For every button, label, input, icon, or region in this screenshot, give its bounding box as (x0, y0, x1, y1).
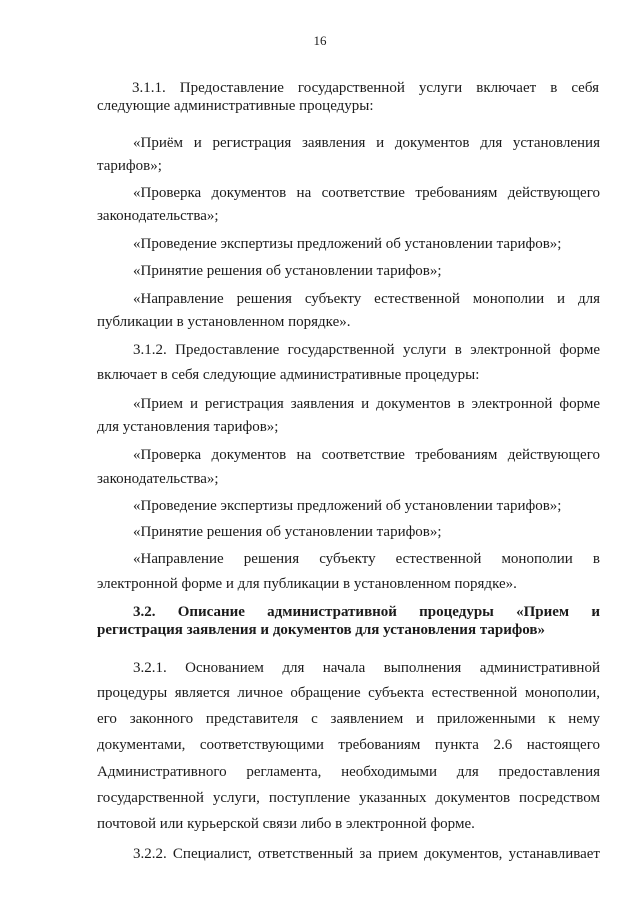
paragraph-3-1-2-line-2: включает в себя следующие административные процедуры: (97, 367, 480, 383)
paragraph-3-2-1-line-7: почтовой или курьерской связи либо в электронной форме. (97, 816, 475, 832)
page-number: 16 (313, 33, 327, 48)
paragraph-3-2-1-line-6: государственной услуги, поступление указанных документов посредством (97, 790, 600, 806)
paragraph-3-2-1-line-3: его законного представителя с заявлением и приложенными к нему (97, 711, 600, 727)
procedure-item-3: «Проведение экспертизы предложений об установлении тарифов»; (133, 236, 562, 252)
paragraph-3-1-1-line-1: 3.1.1. Предоставление государственной услуги включает в себя (132, 80, 599, 96)
section-3-2-heading-line-2: регистрация заявления и документов для установления тарифов» (97, 622, 545, 638)
paragraph-3-2-1-line-1: 3.2.1. Основанием для начала выполнения административной (133, 660, 600, 676)
e-procedure-item-5-line-1: «Направление решения субъекту естественной монополии в (133, 551, 600, 567)
procedure-item-2-line-1: «Проверка документов на соответствие требованиям действующего (133, 185, 600, 201)
paragraph-3-2-1-line-2: процедуры является личное обращение субъекта естественной монополии, (97, 685, 600, 701)
e-procedure-item-5-line-2: электронной форме и для публикации в установленном порядке». (97, 576, 517, 592)
procedure-item-1-line-1: «Приём и регистрация заявления и документов для установления (133, 135, 600, 151)
paragraph-3-2-1-line-5: Административного регламента, необходимыми для предоставления (97, 764, 600, 780)
paragraph-3-1-1-line-2: следующие административные процедуры: (97, 98, 374, 114)
e-procedure-item-2-line-2: законодательства»; (97, 471, 219, 487)
procedure-item-4: «Принятие решения об установлении тарифов»; (133, 263, 442, 279)
e-procedure-item-1-line-2: для установления тарифов»; (97, 419, 279, 435)
section-3-2-heading-line-1: 3.2. Описание административной процедуры «Прием и (133, 604, 600, 620)
e-procedure-item-1-line-1: «Прием и регистрация заявления и документов в электронной форме (133, 396, 600, 412)
procedure-item-1-line-2: тарифов»; (97, 158, 162, 174)
paragraph-3-1-2-line-1: 3.1.2. Предоставление государственной услуги в электронной форме (133, 342, 600, 358)
paragraph-3-2-2-line-1: 3.2.2. Специалист, ответственный за прием документов, устанавливает (133, 846, 600, 862)
procedure-item-2-line-2: законодательства»; (97, 208, 219, 224)
procedure-item-5-line-1: «Направление решения субъекту естественной монополии и для (133, 291, 600, 307)
paragraph-3-2-1-line-4: документами, соответствующими требованиям пункта 2.6 настоящего (97, 737, 600, 753)
e-procedure-item-4: «Принятие решения об установлении тарифов»; (133, 524, 442, 540)
e-procedure-item-2-line-1: «Проверка документов на соответствие требованиям действующего (133, 447, 600, 463)
procedure-item-5-line-2: публикации в установленном порядке». (97, 314, 351, 330)
e-procedure-item-3: «Проведение экспертизы предложений об установлении тарифов»; (133, 498, 562, 514)
